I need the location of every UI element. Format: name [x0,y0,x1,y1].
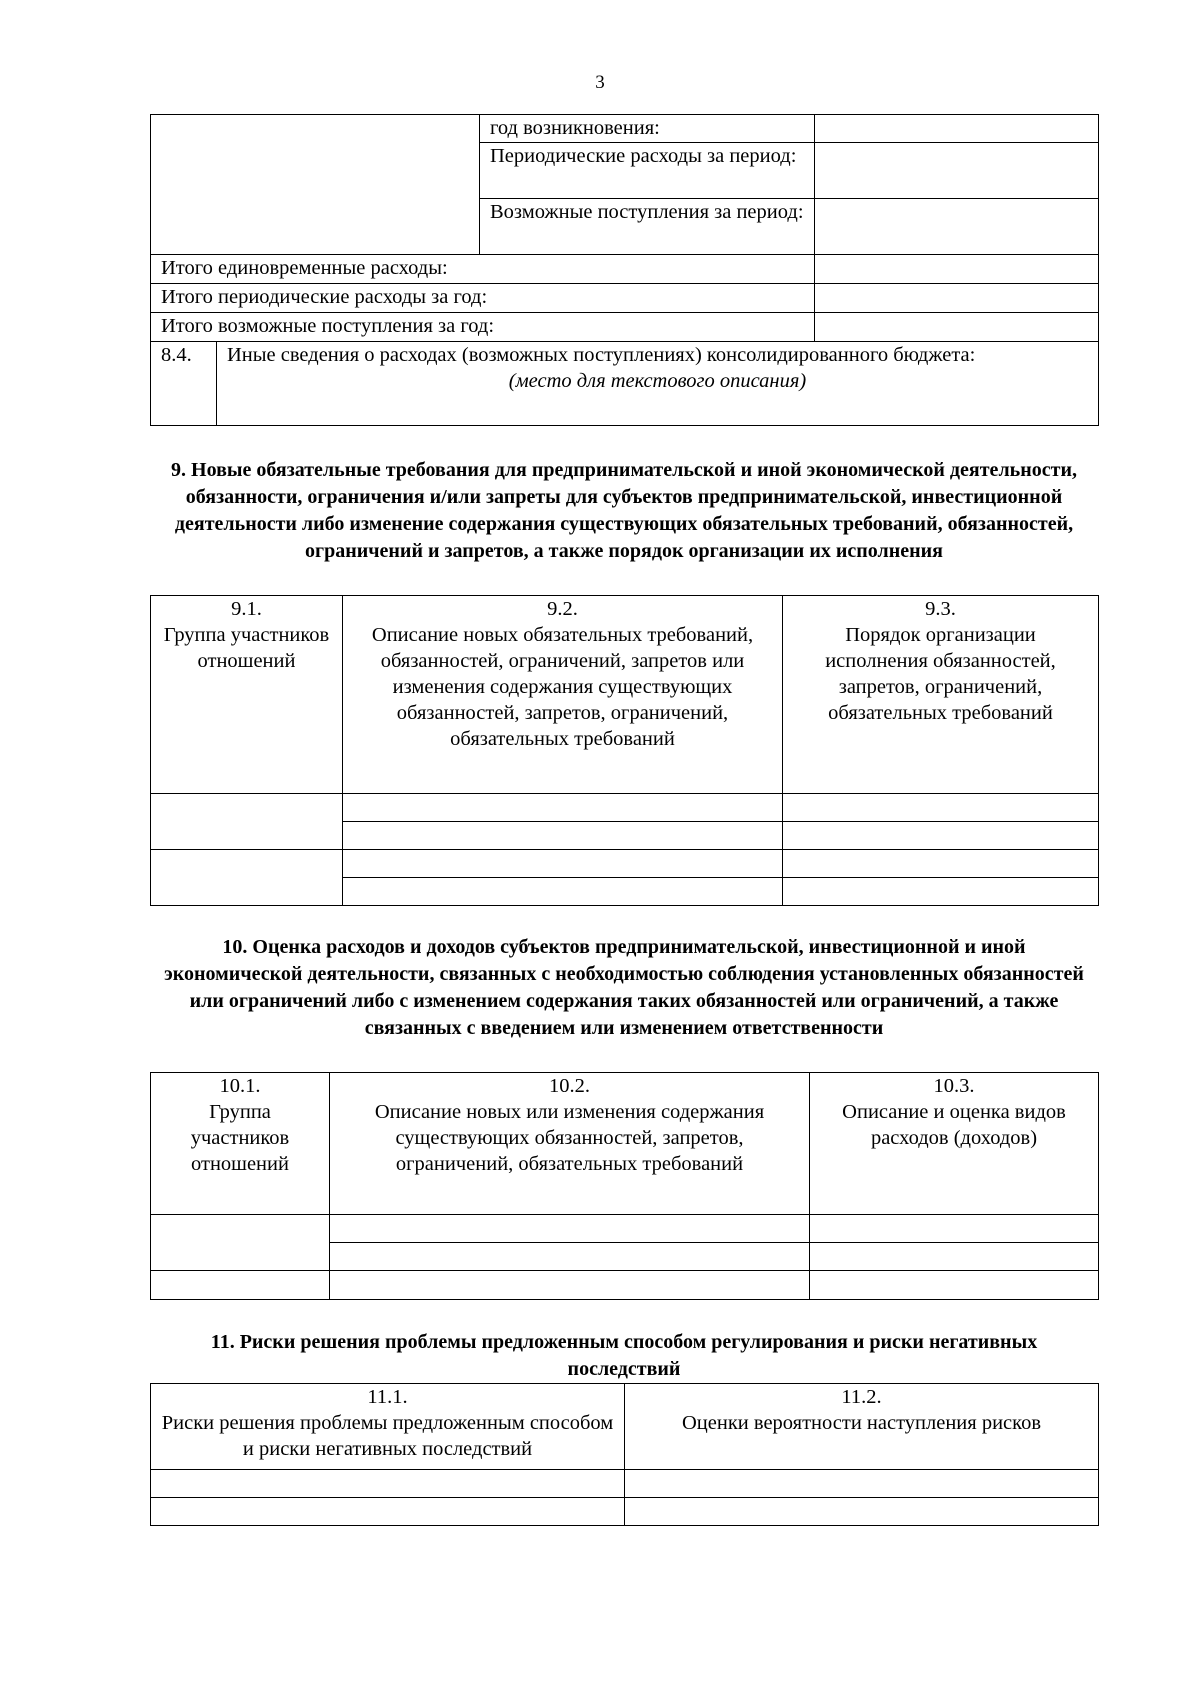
probability-cell[interactable] [625,1470,1099,1498]
group-cell[interactable] [151,1215,330,1271]
section-11-table [150,1383,1099,1526]
estimate-cell[interactable] [810,1215,1099,1243]
value-cell[interactable] [815,199,1099,255]
group-cell[interactable] [151,1271,330,1300]
requirement-cell[interactable] [343,850,783,878]
description-cell[interactable] [330,1271,810,1300]
probability-cell[interactable] [625,1498,1099,1526]
requirement-cell[interactable] [343,822,783,850]
procedure-cell[interactable] [783,850,1099,878]
row-label: Возможные поступления за период: [480,199,815,255]
header-11-2: 11.2. Оценки вероятности наступления рисков [625,1384,1099,1470]
section-9-table [150,595,1099,906]
value-cell[interactable] [815,313,1099,342]
description-cell[interactable] [330,1215,810,1243]
group-cell[interactable] [151,794,343,850]
header-10-2: 10.2. Описание новых или изменения содержания существующих обязанностей, запретов, ограничений, обязательных требований [330,1073,810,1215]
page-number: 3 [595,72,605,93]
budget-table [150,114,1099,426]
header-9-1: 9.1. Группа участников отношений [151,596,343,794]
section-9-heading: 9. Новые обязательные требования для предпринимательской и иной экономической деятельности, обязанности, ограничения и/или запреты для субъектов предпринимательской, инвестиционной деятельности либо изменение содержания существующих обязательных требований, обязанностей, ограничений и запретов, а также порядок организации их исполнения [171,459,1077,562]
procedure-cell[interactable] [783,794,1099,822]
value-cell[interactable] [815,115,1099,143]
row-label: Периодические расходы за период: [480,143,815,199]
item-number: 8.4. [151,342,217,426]
value-cell[interactable] [815,255,1099,284]
empty-cell [151,115,480,255]
header-9-2: 9.2. Описание новых обязательных требований, обязанностей, ограничений, запретов или изменения содержания существующих обязанностей, запретов, ограничений, обязательных требований [343,596,783,794]
header-9-3: 9.3. Порядок организации исполнения обязанностей, запретов, ограничений, обязательных требований [783,596,1099,794]
text-placeholder: (место для текстового описания) [508,370,807,392]
procedure-cell[interactable] [783,878,1099,906]
estimate-cell[interactable] [810,1243,1099,1271]
total-label: Итого периодические расходы за год: [151,284,815,313]
other-info-text: Иные сведения о расходах (возможных поступлениях) консолидированного бюджета: [227,344,976,366]
description-cell[interactable] [330,1243,810,1271]
procedure-cell[interactable] [783,822,1099,850]
section-10-table [150,1072,1099,1300]
section-11-heading: 11. Риски решения проблемы предложенным способом регулирования и риски негативных последствий [210,1331,1038,1380]
value-cell[interactable] [815,143,1099,199]
header-10-3: 10.3. Описание и оценка видов расходов (доходов) [810,1073,1099,1215]
header-10-1: 10.1. Группа участников отношений [151,1073,330,1215]
risk-cell[interactable] [151,1498,625,1526]
header-11-1: 11.1. Риски решения проблемы предложенным способом и риски негативных последствий [151,1384,625,1470]
risk-cell[interactable] [151,1470,625,1498]
section-10-heading: 10. Оценка расходов и доходов субъектов предпринимательской, инвестиционной и иной экономической деятельности, связанных с необходимостью соблюдения установленных обязанностей или ограничений либо с изменением содержания таких обязанностей или ограничений, а также связанных с введением или изменением ответственности [164,936,1084,1039]
group-cell[interactable] [151,850,343,906]
total-label: Итого единовременные расходы: [151,255,815,284]
value-cell[interactable] [815,284,1099,313]
other-info-cell[interactable] [217,342,1099,426]
estimate-cell[interactable] [810,1271,1099,1300]
requirement-cell[interactable] [343,878,783,906]
requirement-cell[interactable] [343,794,783,822]
row-label: год возникновения: [480,115,815,143]
total-label: Итого возможные поступления за год: [151,313,815,342]
